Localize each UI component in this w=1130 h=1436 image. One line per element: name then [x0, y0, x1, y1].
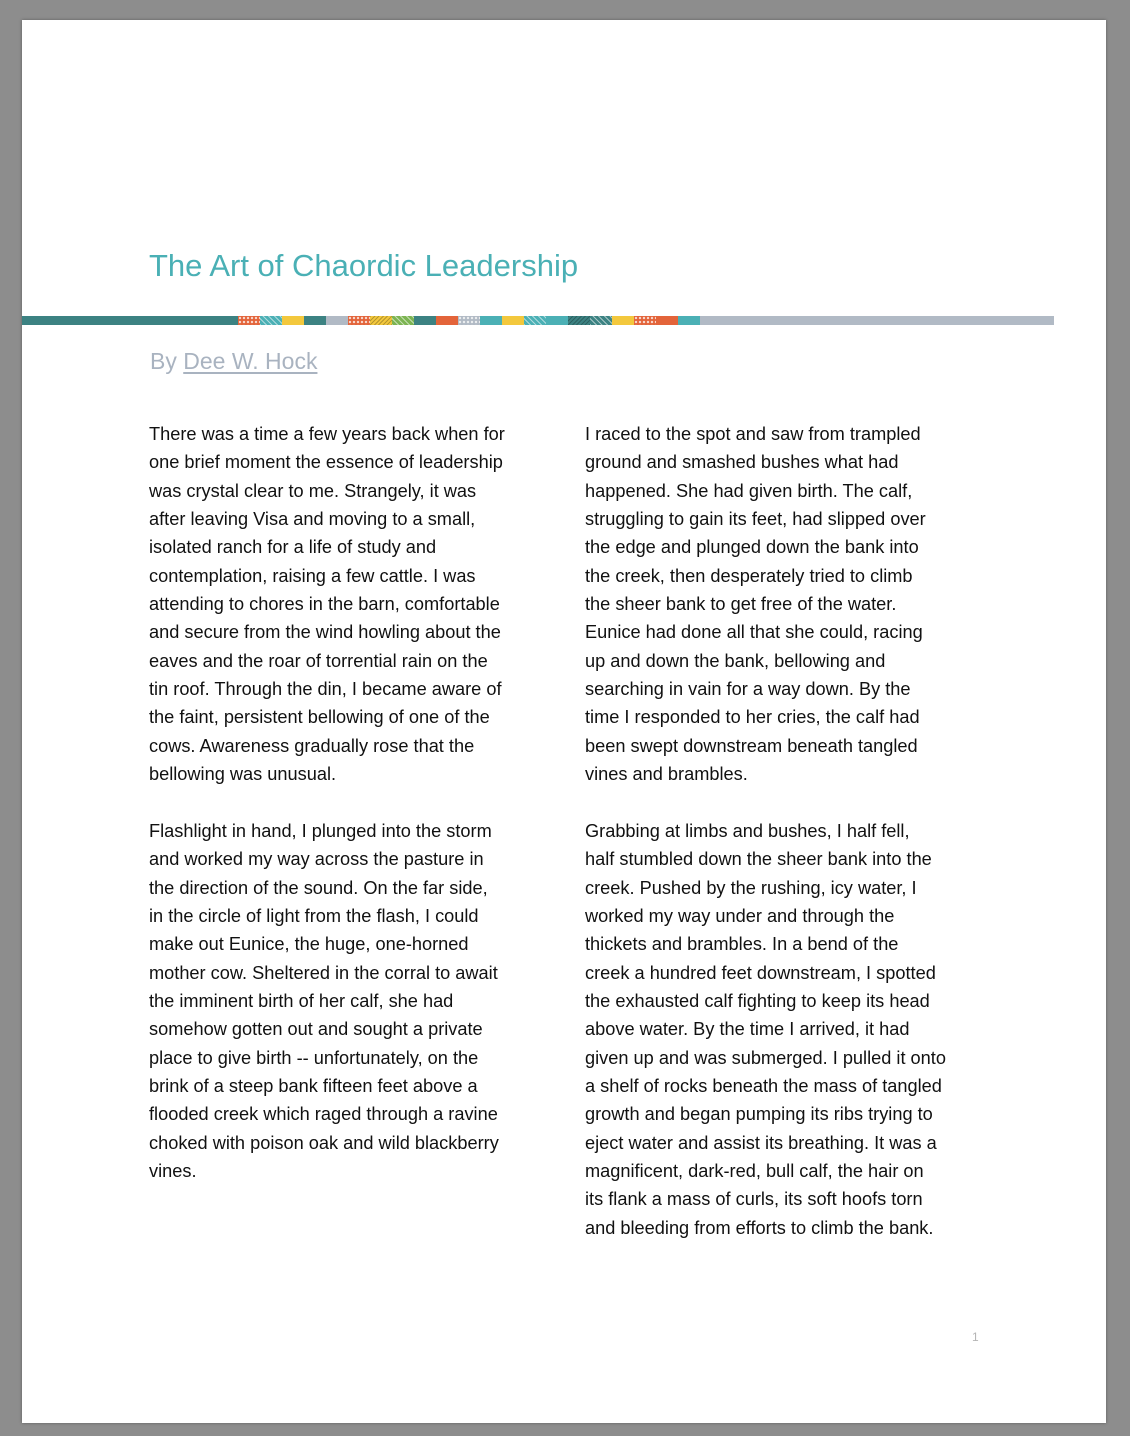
text-line: struggling to gain its feet, had slipped over: [585, 509, 926, 530]
text-line: vines.: [149, 1160, 197, 1181]
text-line: creek a hundred feet downstream, I spotted: [585, 962, 936, 983]
stripe-segment: [458, 316, 480, 325]
stripe-segment: [634, 316, 656, 325]
text-line: thickets and brambles. In a bend of the: [585, 934, 899, 955]
text-line: its flank a mass of curls, its soft hoofs torn: [585, 1189, 923, 1210]
text-line: There was a time a few years back when for: [149, 424, 505, 444]
text-line: up and down the bank, bellowing and: [585, 650, 886, 671]
stripe-segment: [612, 316, 634, 325]
text-line: choked with poison oak and wild blackberry: [149, 1132, 499, 1153]
document-page: [22, 20, 1106, 1423]
page-number: 1: [972, 1330, 979, 1344]
text-line: been swept downstream beneath tangled: [585, 735, 918, 756]
right-column: [585, 420, 985, 1270]
text-line: Eunice had done all that she could, racing: [585, 622, 923, 643]
stripe-segment: [260, 316, 282, 325]
text-line: somehow gotten out and sought a private: [149, 1019, 483, 1040]
decorative-color-stripe: [22, 316, 1106, 325]
text-line: the exhausted calf fighting to keep its head: [585, 990, 930, 1011]
stripe-segment: [282, 316, 304, 325]
text-line: Flashlight in hand, I plunged into the storm: [149, 820, 492, 841]
text-line: brink of a steep bank fifteen feet above a: [149, 1075, 478, 1096]
text-line: tin roof. Through the din, I became aware of: [149, 679, 502, 700]
stripe-segment: [370, 316, 392, 325]
page-title: The Art of Chaordic Leadership: [149, 248, 579, 283]
text-line: the sheer bank to get free of the water.: [585, 594, 897, 615]
text-line: and bleeding from efforts to climb the bank.: [585, 1217, 934, 1238]
left-column: [149, 420, 549, 1214]
stripe-segment: [590, 316, 612, 325]
stripe-segment: [656, 316, 678, 325]
paragraph: [149, 817, 549, 1185]
stripe-segment: [414, 316, 436, 325]
text-line: eaves and the roar of torrential rain on the: [149, 650, 488, 671]
text-line: time I responded to her cries, the calf had: [585, 707, 920, 728]
stripe-segment: [22, 316, 238, 325]
text-line: half stumbled down the sheer bank into the: [585, 849, 932, 870]
stripe-segment: [348, 316, 370, 325]
stripe-segment: [700, 316, 1054, 325]
text-line: the imminent birth of her calf, she had: [149, 990, 454, 1011]
paragraph: [585, 420, 985, 788]
byline: [150, 348, 317, 375]
text-line: place to give birth -- unfortunately, on the: [149, 1047, 479, 1068]
text-line: attending to chores in the barn, comfortable: [149, 594, 500, 615]
text-line: growth and began pumping its ribs trying to: [585, 1104, 933, 1125]
text-line: given up and was submerged. I pulled it onto: [585, 1047, 946, 1068]
text-line: contemplation, raising a few cattle. I was: [149, 565, 476, 586]
stripe-segment: [480, 316, 502, 325]
text-line: isolated ranch for a life of study and: [149, 537, 437, 558]
text-line: vines and brambles.: [585, 764, 748, 785]
stripe-segment: [568, 316, 590, 325]
text-line: above water. By the time I arrived, it had: [585, 1019, 910, 1040]
text-line: the direction of the sound. On the far side,: [149, 877, 488, 898]
text-line: magnificent, dark-red, bull calf, the hair on: [585, 1160, 924, 1181]
text-line: searching in vain for a way down. By the: [585, 679, 911, 700]
text-line: one brief moment the essence of leadership: [149, 452, 503, 473]
text-line: happened. She had given birth. The calf,: [585, 480, 913, 501]
text-line: the creek, then desperately tried to climb: [585, 565, 913, 586]
text-line: creek. Pushed by the rushing, icy water, I: [585, 877, 917, 898]
text-line: a shelf of rocks beneath the mass of tangled: [585, 1075, 942, 1096]
stripe-segment: [502, 316, 524, 325]
stripe-segment: [546, 316, 568, 325]
stripe-segment: [436, 316, 458, 325]
stripe-segment: [326, 316, 348, 325]
text-line: cows. Awareness gradually rose that the: [149, 735, 475, 756]
text-line: flooded creek which raged through a ravine: [149, 1104, 498, 1125]
text-line: the faint, persistent bellowing of one of the: [149, 707, 490, 728]
text-line: Grabbing at limbs and bushes, I half fell,: [585, 820, 910, 841]
stripe-segment: [392, 316, 414, 325]
stripe-segment: [238, 316, 260, 325]
text-line: after leaving Visa and moving to a small,: [149, 509, 476, 530]
text-line: the edge and plunged down the bank into: [585, 537, 919, 558]
byline-prefix: By: [150, 348, 184, 374]
text-line: eject water and assist its breathing. It was a: [585, 1132, 937, 1153]
stripe-segment: [524, 316, 546, 325]
text-line: make out Eunice, the huge, one-horned: [149, 934, 469, 955]
text-line: I raced to the spot and saw from trampled: [585, 424, 921, 444]
text-line: mother cow. Sheltered in the corral to await: [149, 962, 498, 983]
text-line: was crystal clear to me. Strangely, it was: [149, 480, 477, 501]
author-link[interactable]: Dee W. Hock: [183, 348, 318, 374]
text-line: ground and smashed bushes what had: [585, 452, 899, 473]
stripe-segment: [678, 316, 700, 325]
text-line: bellowing was unusual.: [149, 764, 337, 785]
paragraph: [149, 420, 549, 788]
text-line: in the circle of light from the flash, I could: [149, 905, 479, 926]
text-line: worked my way under and through the: [585, 905, 895, 926]
stripe-segment: [304, 316, 326, 325]
text-line: and secure from the wind howling about the: [149, 622, 501, 643]
text-line: and worked my way across the pasture in: [149, 849, 484, 870]
paragraph: [585, 817, 985, 1242]
